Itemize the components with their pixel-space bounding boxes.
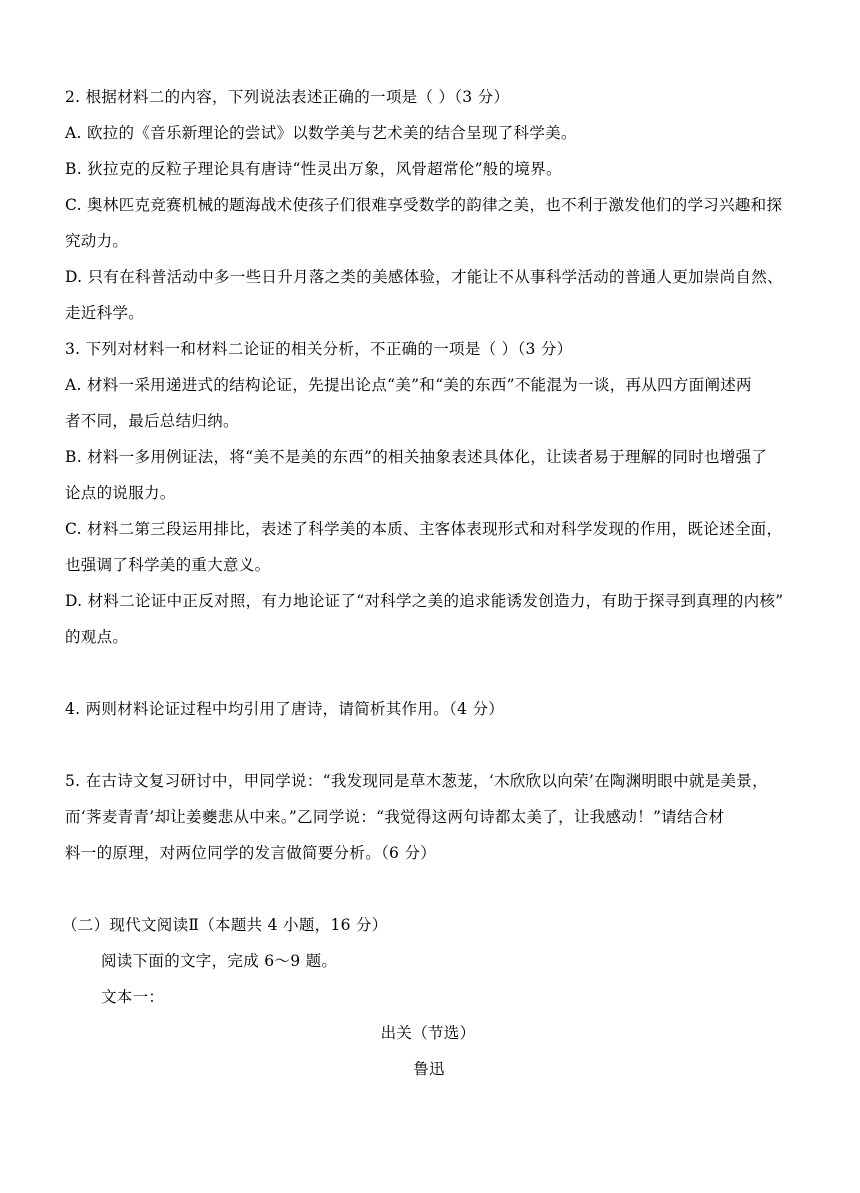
question-2-option-c-line1: C. 奥林匹克竞赛机械的题海战术使孩子们很难享受数学的韵律之美，也不利于激发他们的学习兴趣和探: [65, 196, 783, 214]
question-4-stem: 4. 两则材料论证过程中均引用了唐诗，请简析其作用。（4 分）: [65, 700, 505, 718]
question-2-option-d-line2: 走近科学。: [65, 304, 145, 322]
text-label: 文本一：: [101, 988, 165, 1006]
question-3-option-c-line2: 也强调了科学美的重大意义。: [65, 556, 271, 574]
question-3-stem: 3. 下列对材料一和材料二论证的相关分析，不正确的一项是（ ）（3 分）: [65, 340, 573, 358]
section-heading: （二）现代文阅读Ⅱ（本题共 4 小题，16 分）: [62, 916, 388, 934]
question-3-option-b-line1: B. 材料一多用例证法，将“美不是美的东西”的相关抽象表述具体化，让读者易于理解的同时也增强了: [65, 448, 768, 466]
question-2-option-d-line1: D. 只有在科普活动中多一些日升月落之类的美感体验，才能让不从事科学活动的普通人更加崇尚自然、: [65, 268, 783, 286]
question-3-option-d-line1: D. 材料二论证中正反对照，有力地论证了“对科学之美的追求能诱发创造力，有助于探寻到真理的内核”: [65, 592, 784, 610]
passage-title: 出关（节选）: [380, 1024, 476, 1042]
question-3-option-a-line1: A. 材料一采用递进式的结构论证，先提出论点“美”和“美的东西”不能混为一谈，再从四方面阐述两: [65, 376, 752, 394]
question-3-option-a-line2: 者不同，最后总结归纳。: [65, 412, 239, 430]
question-3-option-b-line2: 论点的说服力。: [65, 484, 176, 502]
question-2-stem: 2. 根据材料二的内容，下列说法表述正确的一项是（ ）（3 分）: [65, 88, 510, 106]
question-2-option-b: B. 狄拉克的反粒子理论具有唐诗“性灵出万象，风骨超常伦”般的境界。: [65, 160, 562, 178]
question-2-option-a: A. 欧拉的《音乐新理论的尝试》以数学美与艺术美的结合呈现了科学美。: [65, 124, 577, 142]
question-3-option-d-line2: 的观点。: [65, 628, 129, 646]
section-instruction: 阅读下面的文字，完成 6～9 题。: [101, 952, 338, 970]
question-2-option-c-line2: 究动力。: [65, 232, 129, 250]
question-5-line3: 料一的原理，对两位同学的发言做简要分析。（6 分）: [65, 844, 437, 862]
question-5-line2: 而‘荠麦青青’却让姜夔悲从中来。”乙同学说：“我觉得这两句诗都太美了，让我感动！”请结合材: [65, 808, 725, 826]
passage-author: 鲁迅: [413, 1060, 445, 1078]
question-5-line1: 5. 在古诗文复习研讨中，甲同学说：“我发现同是草木葱茏，‘木欣欣以向荣’在陶渊明眼中就是美景，: [65, 772, 768, 790]
question-3-option-c-line1: C. 材料二第三段运用排比，表述了科学美的本质、主客体表现形式和对科学发现的作用，既论述全面，: [65, 520, 783, 538]
